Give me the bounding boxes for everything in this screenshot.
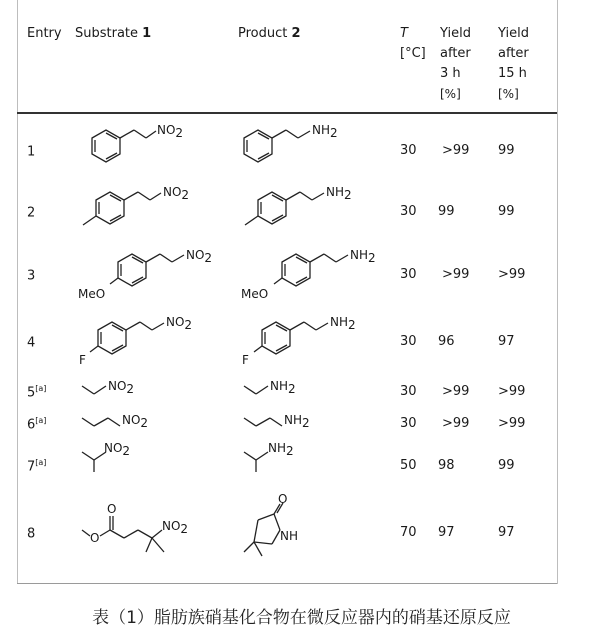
header-temp-symbol: T (400, 26, 408, 41)
row-2-substrate-structure (76, 180, 216, 244)
row-3-substrate-no2: NO2 (186, 248, 213, 265)
row-2-entry: 2 (27, 205, 36, 221)
row-4-product-nh2: NH2 (330, 315, 356, 332)
row-6-yield-15h: >99 (498, 416, 526, 431)
row-4-substrate-no2: NO2 (166, 315, 193, 332)
row-4-yield-15h: 97 (498, 334, 515, 349)
row-3-substrate-meo: MeO (78, 287, 106, 301)
header-yield3-line2: after (440, 46, 471, 61)
row-8-yield-3h: 97 (438, 525, 455, 540)
row-2-product-structure (238, 180, 378, 244)
row-8-substrate-structure (76, 496, 226, 570)
row-7-yield-15h: 99 (498, 458, 515, 473)
row-6-substrate-structure (76, 406, 186, 436)
row-5-product-structure (238, 374, 338, 404)
row-8-temperature: 70 (400, 525, 417, 540)
header-yield3-line3: 3 h (440, 66, 461, 81)
row-4-product-structure (238, 308, 378, 374)
row-6-substrate-no2: NO2 (122, 413, 149, 430)
header-product (238, 24, 301, 44)
row-1-yield-3h: >99 (442, 143, 470, 158)
header-yield3-line4: [%] (440, 87, 461, 101)
row-4-substrate-structure (76, 308, 216, 374)
table-caption: 表（1）脂肪族硝基化合物在微反应器内的硝基还原反应 (92, 608, 511, 628)
header-yield15-line3: 15 h (498, 66, 527, 81)
row-8-substrate-ester-o: O (90, 531, 100, 545)
row-6-product-nh2: NH2 (284, 413, 310, 430)
row-7-substrate-no2: NO2 (104, 441, 131, 458)
header-yield15-line2: after (498, 46, 529, 61)
header-substrate-label: Substrate (75, 26, 139, 41)
header-product-label: Product (238, 26, 288, 41)
row-8-product-nh: NH (280, 529, 298, 543)
row-8-product-carbonyl-o: O (278, 492, 288, 506)
row-7-entry: 7[a] (27, 458, 47, 475)
row-1-product-nh2: NH2 (312, 123, 338, 140)
row-5-temperature: 30 (400, 384, 417, 399)
row-4-product-f: F (242, 353, 249, 367)
row-1-substrate-no2: NO2 (157, 123, 184, 140)
header-yield15-line4: [%] (498, 87, 519, 101)
row-7-yield-3h: 98 (438, 458, 455, 473)
row-6-entry: 6[a] (27, 416, 47, 433)
header-yield-15h (498, 24, 529, 104)
table-right-border (557, 0, 558, 584)
row-8-product-structure (238, 494, 348, 570)
row-8-substrate-no2: NO2 (162, 519, 189, 536)
header-temperature (400, 24, 426, 64)
row-2-yield-3h: 99 (438, 204, 455, 219)
row-3-entry: 3 (27, 268, 36, 284)
row-6-temperature: 30 (400, 416, 417, 431)
row-8-yield-15h: 97 (498, 525, 515, 540)
row-1-product-structure (238, 118, 378, 182)
header-yield-3h (440, 24, 471, 104)
row-3-product-structure (238, 242, 398, 308)
row-6-yield-3h: >99 (442, 416, 470, 431)
row-4-yield-3h: 96 (438, 334, 455, 349)
row-3-temperature: 30 (400, 267, 417, 282)
header-temp-unit: [°C] (400, 46, 426, 61)
row-3-yield-15h: >99 (498, 267, 526, 282)
header-entry: Entry (27, 26, 62, 41)
row-1-yield-15h: 99 (498, 143, 515, 158)
row-2-yield-15h: 99 (498, 204, 515, 219)
row-8-substrate-carbonyl-o: O (107, 502, 117, 516)
header-product-number: 2 (291, 26, 301, 41)
row-7-product-nh2: NH2 (268, 441, 294, 458)
row-8-entry: 8 (27, 526, 36, 542)
header-yield3-line1: Yield (440, 26, 471, 41)
row-3-yield-3h: >99 (442, 267, 470, 282)
row-2-product-nh2: NH2 (326, 185, 352, 202)
header-divider (17, 112, 557, 114)
row-6-product-structure (238, 406, 348, 436)
row-5-entry: 5[a] (27, 384, 47, 401)
row-5-product-nh2: NH2 (270, 379, 296, 396)
row-4-substrate-f: F (79, 353, 86, 367)
row-1-temperature: 30 (400, 143, 417, 158)
row-5-substrate-no2: NO2 (108, 379, 135, 396)
table-bottom-border (17, 583, 557, 584)
row-5-yield-3h: >99 (442, 384, 470, 399)
row-1-substrate-structure (76, 118, 216, 182)
row-7-product-structure (238, 438, 338, 478)
row-2-substrate-no2: NO2 (163, 185, 190, 202)
row-7-substrate-structure (76, 438, 176, 478)
table-left-border (17, 0, 18, 584)
row-3-product-nh2: NH2 (350, 248, 376, 265)
row-3-substrate-structure (76, 242, 226, 308)
row-4-temperature: 30 (400, 334, 417, 349)
row-7-temperature: 50 (400, 458, 417, 473)
header-substrate-number: 1 (142, 26, 152, 41)
row-1-entry: 1 (27, 144, 36, 160)
row-4-entry: 4 (27, 335, 36, 351)
row-2-temperature: 30 (400, 204, 417, 219)
row-3-product-meo: MeO (241, 287, 269, 301)
header-yield15-line1: Yield (498, 26, 529, 41)
row-5-yield-15h: >99 (498, 384, 526, 399)
header-substrate (75, 24, 151, 44)
row-5-substrate-structure (76, 374, 176, 404)
